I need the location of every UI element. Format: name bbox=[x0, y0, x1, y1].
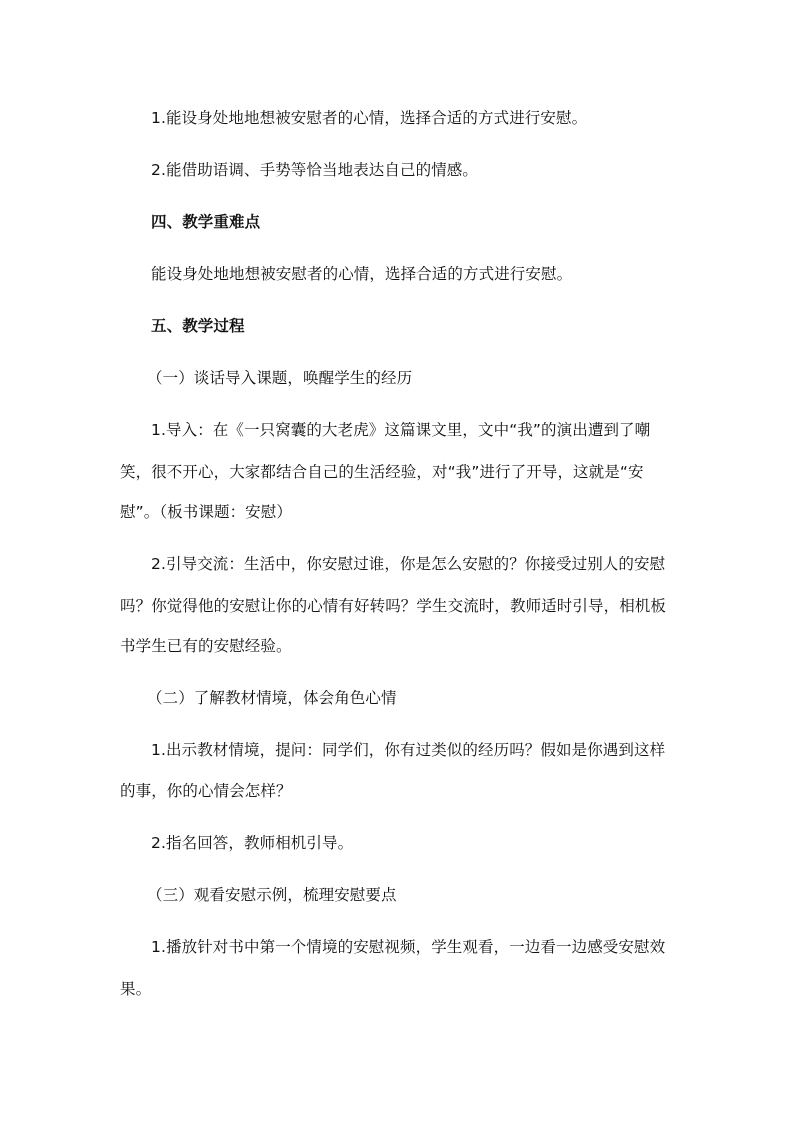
key-points-text: 能设身处地地想被安慰者的心情，选择合适的方式进行安慰。 bbox=[151, 265, 573, 283]
section-heading-process: 五、教学过程 bbox=[151, 317, 245, 335]
paragraph-line: 2.引导交流：生活中，你安慰过谁，你是怎么安慰的？你接受过别人的安慰 bbox=[151, 555, 666, 573]
objective-1: 1.能设身处地地想被安慰者的心情，选择合适的方式进行安慰。 bbox=[151, 109, 588, 127]
paragraph-line: 1.播放针对书中第一个情境的安慰视频，学生观看，一边看一边感受安慰效 bbox=[151, 938, 666, 956]
subsection-heading-1: （一）谈话导入课题，唤醒学生的经历 bbox=[147, 369, 413, 387]
subsection-heading-2: （二）了解教材情境，体会角色心情 bbox=[147, 689, 397, 707]
paragraph-line: 的事，你的心情会怎样？ bbox=[120, 782, 292, 800]
paragraph-line: 果。 bbox=[120, 980, 152, 998]
paragraph-line: 吗？你觉得他的安慰让你的心情有好转吗？学生交流时，教师适时引导，相机板 bbox=[120, 597, 667, 615]
section-heading-key-points: 四、教学重难点 bbox=[151, 213, 261, 231]
paragraph-line: 笑，很不开心，大家都结合自己的生活经验，对“我”进行了开导，这就是“安 bbox=[120, 463, 644, 481]
subsection-heading-3: （三）观看安慰示例，梳理安慰要点 bbox=[147, 886, 397, 904]
paragraph-line: 1.导入：在《一只窝囊的大老虎》这篇课文里，文中“我”的演出遭到了嘲 bbox=[151, 421, 651, 439]
paragraph-line: 慰”。（板书课题：安慰） bbox=[120, 503, 292, 521]
objective-2: 2.能借助语调、手势等恰当地表达自己的情感。 bbox=[151, 161, 478, 179]
paragraph-line: 2.指名回答，教师相机引导。 bbox=[151, 834, 354, 852]
paragraph-line: 书学生已有的安慰经验。 bbox=[120, 637, 292, 655]
paragraph-line: 1.出示教材情境，提问：同学们，你有过类似的经历吗？假如是你遇到这样 bbox=[151, 741, 666, 759]
